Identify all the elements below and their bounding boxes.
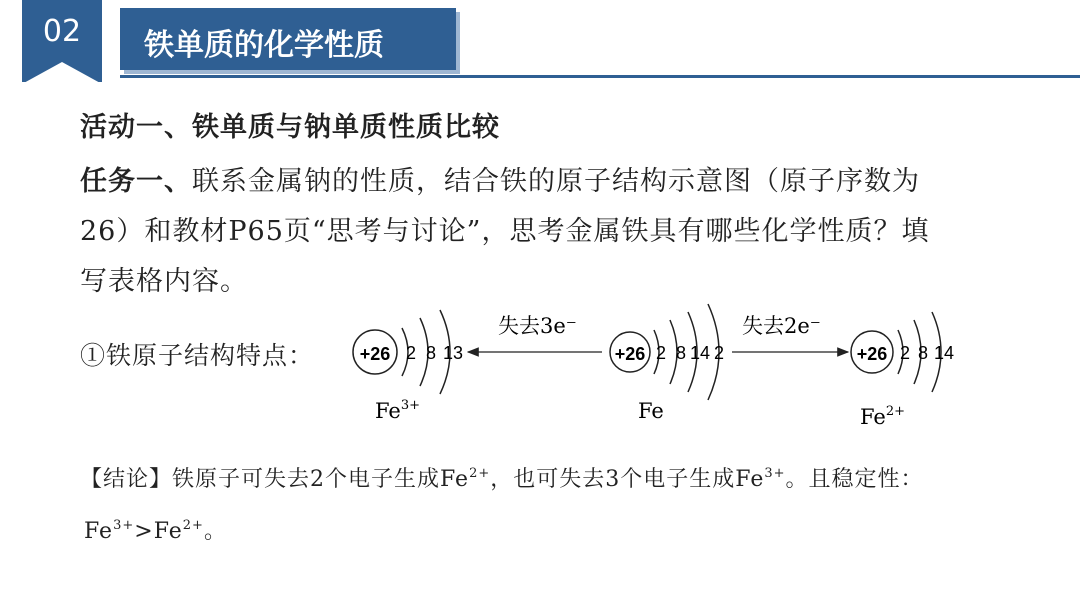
fe3-shell-count-1: 2 (406, 343, 417, 363)
task-line-3: 写表格内容。 (80, 266, 248, 297)
conclusion-line-1 (80, 462, 924, 493)
task-line-2: 26）和教材P65页“思考与讨论”，思考金属铁具有哪些化学性质？填 (80, 216, 930, 247)
section-title: 铁单质的化学性质 (144, 28, 384, 63)
conclusion-line-2 (84, 514, 227, 545)
atomic-structure-diagram (340, 300, 1000, 440)
badge-notch (22, 62, 102, 84)
fe3-shell-count-3: 13 (443, 343, 464, 363)
fe3-nucleus-charge: +26 (359, 344, 391, 364)
conclusion-prefix: 【结论】铁原子可失去2个电子生成Fe (80, 467, 470, 492)
stability-charge-a: 3+ (113, 518, 135, 533)
lose-3e-label: 失去3e⁻ (498, 314, 577, 338)
fe2-charge: 2+ (469, 466, 491, 481)
conclusion-mid: ，也可失去3个电子生成Fe (490, 467, 765, 492)
fe3-ion-label: $Fe^{3+}$ (375, 398, 421, 423)
fe-shell-count-3: 14 (690, 343, 711, 363)
activity-title: 活动一、铁单质与钠单质性质比较 (80, 112, 500, 143)
lose-2e-label: 失去2e⁻ (742, 314, 821, 338)
fe-atom-structure (610, 304, 724, 400)
fe2-shell-count-3: 14 (934, 343, 955, 363)
feature-label: ①铁原子结构特点： (80, 341, 315, 370)
stability-fe-a: Fe (84, 519, 114, 544)
fe-nucleus-charge: +26 (614, 344, 646, 364)
fe2-ion-structure (851, 312, 954, 392)
fe-shell-count-2: 8 (676, 343, 687, 363)
task-line-1 (80, 159, 920, 198)
section-title-bar (120, 8, 456, 70)
fe2-shell-count-1: 2 (900, 343, 911, 363)
fe3-ion-structure (353, 310, 463, 394)
fe2-ion-label: $Fe^{2+}$ (860, 404, 906, 429)
conclusion-suffix: 。且稳定性： (785, 467, 924, 492)
fe2-nucleus-charge: +26 (856, 344, 888, 364)
stability-end: 。 (203, 519, 227, 544)
stability-fe-b: >Fe (134, 519, 183, 544)
fe3-charge: 3+ (764, 466, 786, 481)
section-number: 02 (42, 14, 82, 49)
fe-shell-count-1: 2 (656, 343, 667, 363)
fe3-shell-count-2: 8 (426, 343, 437, 363)
fe-shell-count-4: 2 (714, 343, 725, 363)
header-rule (120, 75, 1080, 78)
fe-atom-label: Fe (638, 399, 664, 423)
task-text-1: 联系金属钠的性质，结合铁的原子结构示意图（原子序数为 (192, 166, 920, 197)
stability-charge-b: 2+ (182, 518, 204, 533)
task-label: 任务一、 (80, 166, 192, 197)
fe2-shell-count-2: 8 (918, 343, 929, 363)
